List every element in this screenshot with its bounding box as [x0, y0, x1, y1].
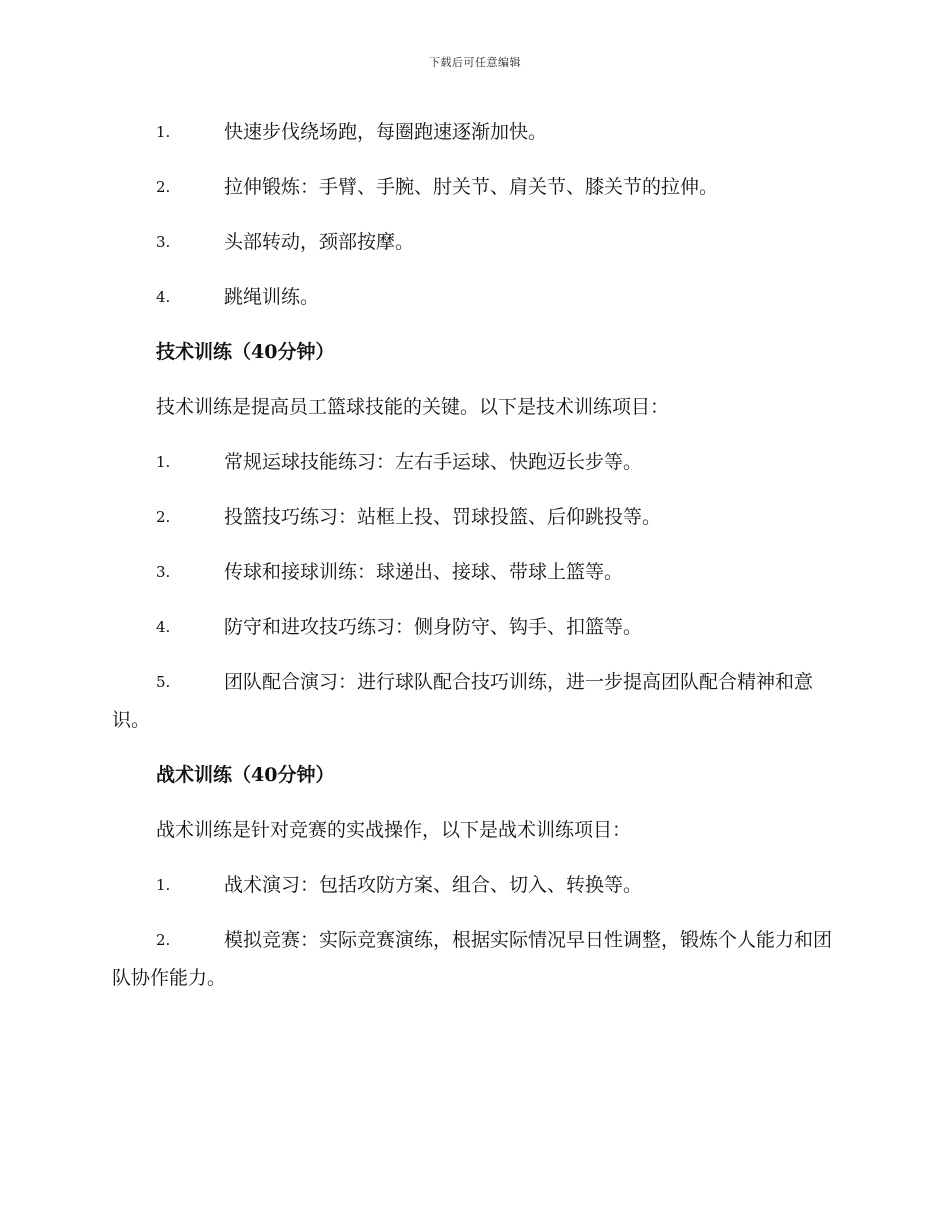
list-item: [112, 600, 834, 655]
list-number: 1.: [156, 876, 171, 894]
list-number: 1.: [156, 123, 171, 141]
list-text: 防守和进攻技巧练习：侧身防守、钩手、扣篮等。: [224, 616, 643, 638]
section-heading-technique: 技术训练（40分钟）: [156, 341, 335, 363]
list-text: 模拟竞赛：实际竞赛演练，根据实际情况早日性调整，锻炼个人能力和团队协作能力。: [112, 929, 833, 989]
section-intro-technique: 技术训练是提高员工篮球技能的关键。以下是技术训练项目：: [156, 396, 670, 418]
list-number: 4.: [156, 618, 171, 636]
list-text: 常规运球技能练习：左右手运球、快跑迈长步等。: [224, 451, 643, 473]
list-item: [112, 435, 834, 490]
list-number: 1.: [156, 453, 171, 471]
list-text: 团队配合演习：进行球队配合技巧训练，进一步提高团队配合精神和意识。: [112, 671, 814, 731]
list-item: [112, 270, 834, 325]
list-number: 3.: [156, 563, 171, 581]
list-number: 2.: [156, 178, 171, 196]
list-item: [112, 490, 834, 545]
list-text: 拉伸锻炼：手臂、手腕、肘关节、肩关节、膝关节的拉伸。: [224, 176, 719, 198]
list-number: 4.: [156, 288, 171, 306]
section-heading-tactics: 战术训练（40分钟）: [156, 764, 335, 786]
list-number: 2.: [156, 508, 171, 526]
list-text: 跳绳训练。: [224, 286, 320, 308]
list-text: 快速步伐绕场跑，每圈跑速逐渐加快。: [224, 121, 548, 143]
list-text: 战术演习：包括攻防方案、组合、切入、转换等。: [224, 874, 643, 896]
section-intro-tactics: 战术训练是针对竞赛的实战操作，以下是战术训练项目：: [156, 819, 632, 841]
list-number: 3.: [156, 233, 171, 251]
list-item: [112, 655, 834, 748]
list-item: [112, 105, 834, 160]
list-number: 2.: [156, 931, 171, 949]
page-header: 下载后可任意编辑: [429, 56, 521, 69]
list-text: 头部转动，颈部按摩。: [224, 231, 415, 253]
list-item: [112, 160, 834, 215]
list-text: 传球和接球训练：球递出、接球、带球上篮等。: [224, 561, 624, 583]
list-item: [112, 545, 834, 600]
list-item: [112, 913, 834, 1006]
list-text: 投篮技巧练习：站框上投、罚球投篮、后仰跳投等。: [224, 506, 662, 528]
document-body: [112, 105, 834, 1006]
list-item: [112, 858, 834, 913]
list-number: 5.: [156, 673, 171, 691]
list-item: [112, 215, 834, 270]
